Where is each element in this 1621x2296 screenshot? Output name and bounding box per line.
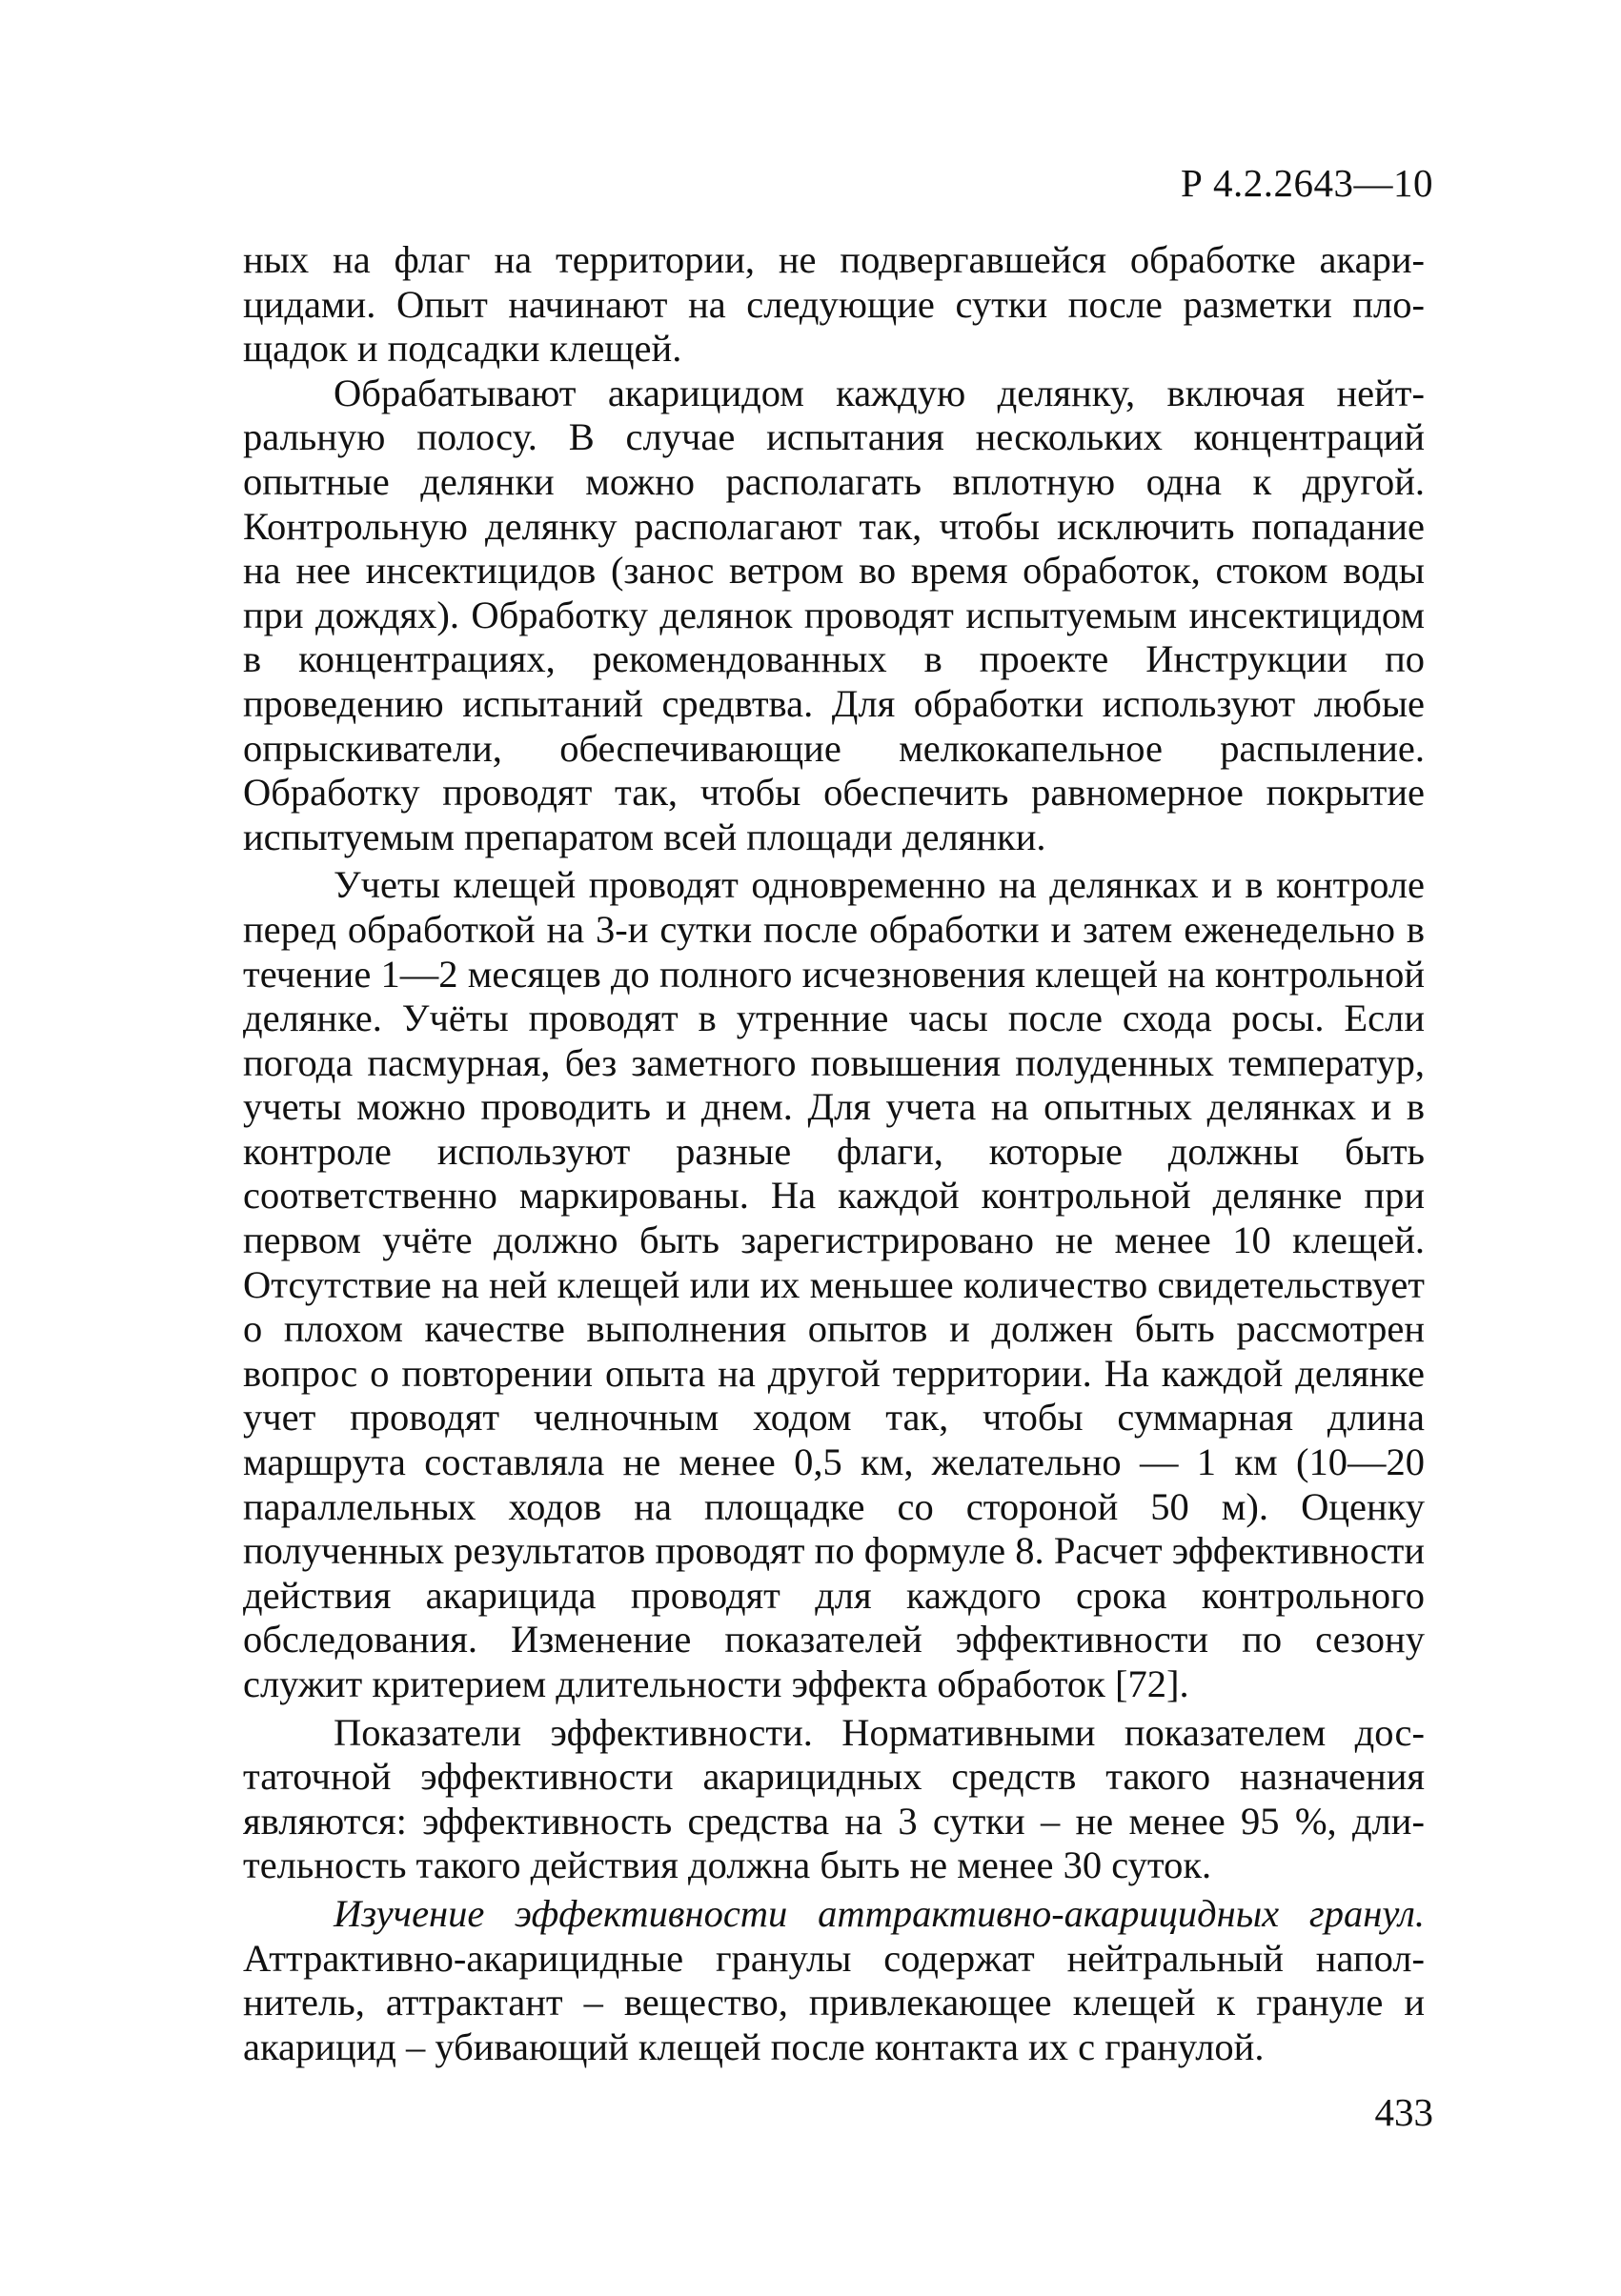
granules-heading: Изучение эффективности аттрактивно-акарицидных гранул. [334,1891,1425,1935]
page-number: 433 [1374,2090,1433,2134]
granules-text: Аттрактивно-акарицидные гранулы содержат нейтральный наполнитель, аттрактант – вещество, привлекающее клещей к грануле и акарицид – убивающий клещей после контакта их с гранулой. [243,1936,1425,2068]
paragraph-tick-counts: Учеты клещей проводят одновременно на делянках и в контроле перед обработкой на 3-и сутки после обработки и затем еженедельно в течение 1—2 месяцев до полного исчезновения клещей на контрольной делянке. Учёты проводят в утренние часы после схода росы. Если погода пасмурная, без заметного повышения полуденных температур, учеты можно проводить и днем. Для учета на опытных делянках и в контроле используют разные флаги, которые должны быть соответственно маркированы. На каждой контрольной делянке при первом учёте должно быть зарегистрировано не менее 10 клещей. Отсутствие на ней клещей или их меньшее количество свидетельствует о плохом качестве выполнения опытов и должен быть рассмотрен вопрос о повторении опыта на другой территории. На каждой делянке учет проводят челночным ходом так, чтобы суммарная длина маршрута составляла не менее 0,5 км, желательно — 1 км (10—20 параллельных ходов на площадке со стороной 50 м). Оценку полученных результатов проводят по формуле 8. Расчет эффективности действия акарицида проводят для каждого срока контрольного обследования. Изменение показателей эффективности по сезону служит критерием длительности эффекта обработок [72]. [243,863,1425,1705]
body-text [243,238,1425,2069]
paragraph-granules [243,1892,1425,2069]
paragraph-continuation: ных на флаг на территории, не подвергавшейся обработке акарицидами. Опыт начинают на следующие сутки после разметки площадок и подсадки клещей. [243,238,1425,371]
paragraph-treatment: Обрабатывают акарицидом каждую делянку, включая нейтральную полосу. В случае испытания нескольких концентраций опытные делянки можно располагать вплотную одна к другой. Контрольную делянку располагают так, чтобы исключить попадание на нее инсектицидов (занос ветром во время обработок, стоком воды при дождях). Обработку делянок проводят испытуемым инсектицидом в концентрациях, рекомендованных в проекте Инструкции по проведению испытаний средвтва. Для обработки используют любые опрыскиватели, обеспечивающие мелкокапельное распыление. Обработку проводят так, чтобы обеспечить равномерное покрытие испытуемым препаратом всей площади делянки. [243,371,1425,858]
document-id: Р 4.2.2643—10 [1180,161,1433,205]
paragraph-efficacy-indicators: Показатели эффективности. Нормативными показателем достаточной эффективности акарицидных средств такого назначения являются: эффективность средства на 3 сутки – не менее 95 %, длительность такого действия должна быть не менее 30 суток. [243,1710,1425,1887]
